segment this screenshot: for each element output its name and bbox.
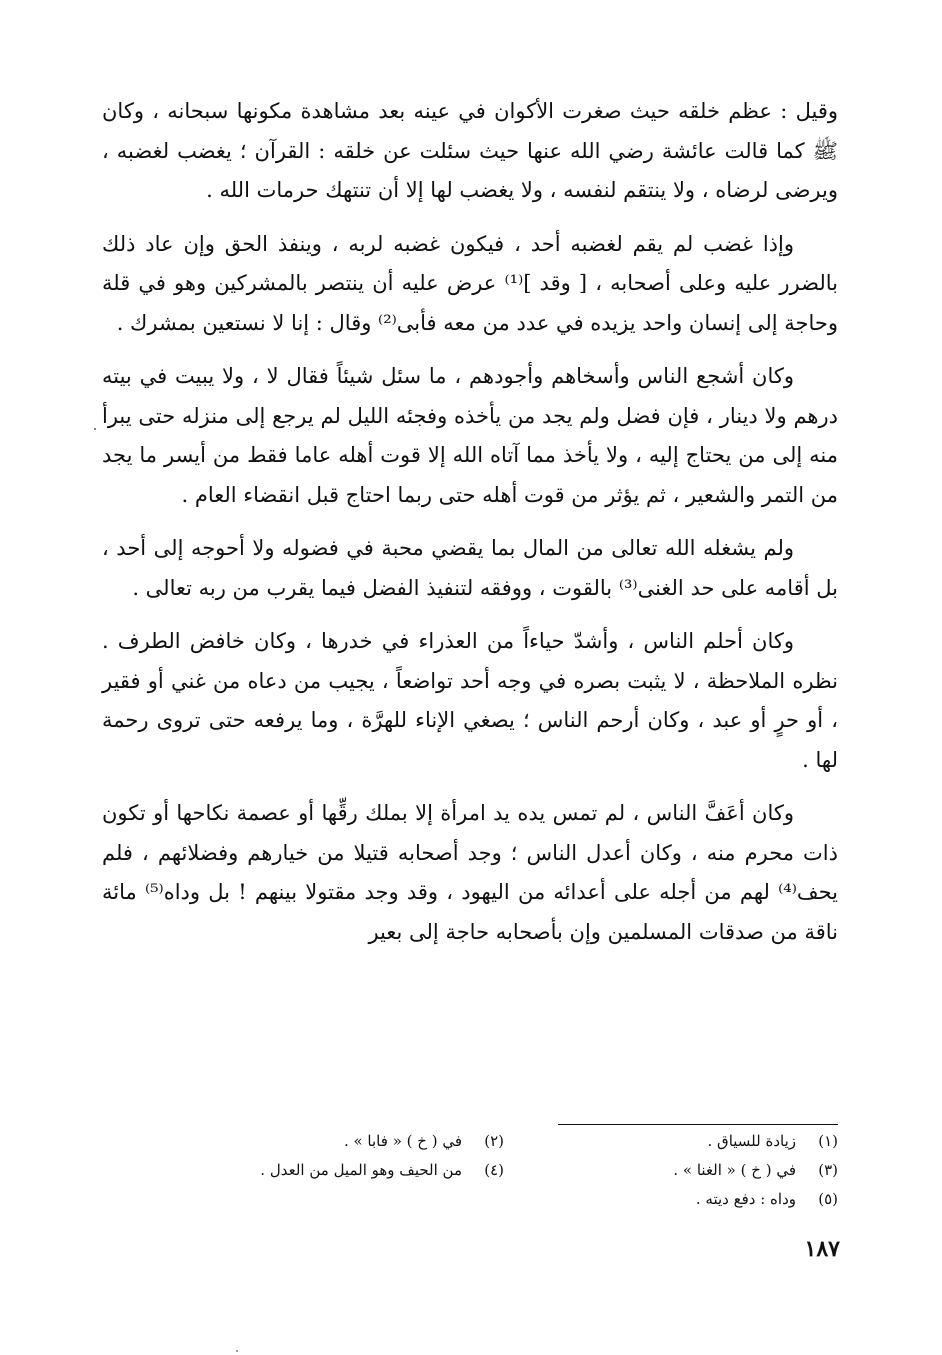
paragraph-1: وقيل : عظم خلقه حيث صغرت الأكوان في عينه بعد مشاهدة مكونها سبحانه ، وكان ﷺ كما قالت عائشة رضي الله عنها حيث سئلت عن خلقه : القرآن ؛ يغضب لغضبه ، ويرضى لرضاه ، ولا ينتقم لنفسه ، ولا يغضب لها إلا أن تنتهك حرمات الله . xyxy=(102,99,838,202)
scan-speck xyxy=(236,1350,238,1352)
footnote-3 xyxy=(504,1156,838,1185)
footnote-1 xyxy=(504,1127,838,1156)
footnote-text: من الحيف وهو الميل من العدل . xyxy=(260,1161,462,1179)
footnote-number: (٣) xyxy=(818,1161,838,1179)
paragraph-3: وكان أشجع الناس وأسخاهم وأجودهم ، ما سئل شيئاً فقال لا ، ولا يبيت في بيته درهم ولا دينار ، فإن فضل ولم يجد من يأخذه وفجئه الليل لم يرجع إلى منزله حتى يبرأ منه إلى من يحتاج إليه ، ولا يأخذ مما آتاه الله إلا قوت أهله عاما فقط من أيسر ما يجد من التمر والشعير ، ثم يؤثر من قوت أهله حتى ربما احتاج قبل انقضاء العام . xyxy=(102,364,838,507)
footnote-2 xyxy=(170,1127,504,1156)
page-number: ١٨٧ xyxy=(804,1236,840,1262)
footnote-row xyxy=(170,1127,838,1156)
footnote-number: (٢) xyxy=(484,1132,504,1150)
footnote-4 xyxy=(170,1156,504,1185)
scan-speck xyxy=(94,428,96,430)
footnote-text: زيادة للسياق . xyxy=(707,1132,796,1150)
footnote-number: (٤) xyxy=(484,1161,504,1179)
footnote-number: (١) xyxy=(818,1132,838,1150)
footnote-row xyxy=(170,1185,838,1214)
footnote-5 xyxy=(498,1185,838,1214)
footnote-text: وداه : دفع ديته . xyxy=(695,1190,796,1208)
paragraph-5: وكان أحلم الناس ، وأشدّ حياءاً من العذراء في خدرها ، وكان خافض الطرف . نظره الملاحظة ، لا يثبت بصره في وجه أحد تواضعاً ، يجيب من دعاه من غني أو فقير ، أو حرٍ أو عبد ، وكان أرحم الناس ؛ يصغي الإناء للهرَّة ، وما يرفعه حتى تروى رحمة لها . xyxy=(102,629,838,772)
footnote-number: (٥) xyxy=(818,1190,838,1208)
paragraph-6: وكان أعَفَّ الناس ، لم تمس يده يد امرأة إلا بملك رقِّها أو عصمة نكاحها أو تكون ذات محرم منه ، وكان أعدل الناس ؛ وجد أصحابه قتيلا من خيارهم وفضلائهم ، فلم يحف⁽⁴⁾ لهم من أجله على أعدائه من اليهود ، وقد وجد مقتولا بينهم ! بل وداه⁽⁵⁾ مائة ناقة من صدقات المسلمين وإن بأصحابه حاجة إلى بعير xyxy=(102,801,838,944)
paragraph-2: وإذا غضب لم يقم لغضبه أحد ، فيكون غضبه لربه ، وينفذ الحق وإن عاد ذلك بالضرر عليه وعلى أصحابه ، [ وقد ]⁽¹⁾ عرض عليه أن ينتصر بالمشركين وهو في قلة وحاجة إلى إنسان واحد يزيده في عدد من معه فأبى⁽²⁾ وقال : إنا لا نستعين بمشرك . xyxy=(102,231,839,335)
footnote-separator xyxy=(558,1124,838,1125)
footnote-row xyxy=(170,1156,838,1185)
footnote-text: في ( خ ) « الغنا » . xyxy=(673,1161,796,1179)
footnote-text: في ( خ ) « فابا » . xyxy=(343,1132,462,1150)
footnotes xyxy=(170,1127,838,1214)
paragraph-4: ولم يشغله الله تعالى من المال بما يقضي محبة في فضوله ولا أحوجه إلى أحد ، بل أقامه على حد الغنى⁽³⁾ بالقوت ، ووفقه لتنفيذ الفضل فيما يقرب من ربه تعالى . xyxy=(102,536,838,600)
body-text xyxy=(102,92,838,966)
